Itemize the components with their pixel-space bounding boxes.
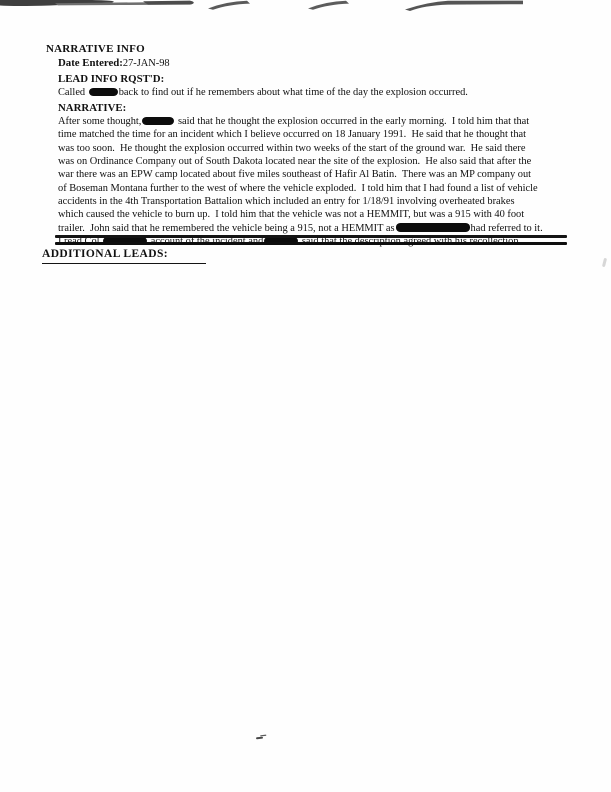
date-entered-label: Date Entered: <box>58 57 123 70</box>
narrative-line: of Boseman Montana further to the west of where the vehicle exploded. I told him that I had found a list of vehicle <box>58 182 538 194</box>
narrative-line: which caused the vehicle to burn up. I told him that the vehicle was not a HEMMIT, but was a 915 with 40 foot <box>58 209 525 221</box>
narrative-line: After some thought, said that he thought the explosion occurred in the early morning. I told him that that <box>58 116 530 128</box>
scan-artifact-top-edge <box>0 0 611 14</box>
date-entered-value: 27-JAN-98 <box>122 58 170 70</box>
divider-bottom-line <box>55 242 567 245</box>
scan-swoosh-2 <box>308 1 349 10</box>
scan-swoosh-1 <box>208 1 250 10</box>
narrative-line: war there was an EPW camp located about five miles southeast of Hafir Al Batin. There was an MP company out <box>58 169 532 181</box>
scan-artifact-bottom-squiggle <box>256 737 263 740</box>
document-body <box>46 42 576 248</box>
redaction-mark <box>142 117 174 126</box>
date-entered-field <box>58 56 576 71</box>
section-divider-double-rule <box>55 235 567 245</box>
scan-streak-left-dark-tip <box>143 1 194 5</box>
additional-leads-underline <box>42 263 206 265</box>
scan-artifact-right-margin <box>602 258 607 267</box>
section-header-narrative-info: NARRATIVE INFO <box>46 43 145 55</box>
additional-leads-header: ADDITIONAL LEADS: <box>42 248 168 260</box>
narrative-line: time matched the time for an incident which I believe occurred on 18 January 1991. He said that he thought that <box>58 129 527 141</box>
narrative-line: was on Ordinance Company out of South Dakota located near the site of the explosion. He also said that after the <box>58 156 532 168</box>
scan-swoosh-3 <box>405 1 523 11</box>
lead-info-rqstd-label: LEAD INFO RQST'D: <box>58 72 165 85</box>
narrative-line: accidents in the 4th Transportation Battalion which included an entry for 1/18/91 involving overheated brakes <box>58 196 515 208</box>
narrative-label: NARRATIVE: <box>58 101 127 114</box>
narrative-line: was too soon. He thought the explosion occurred within two weeks of the start of the ground war. He said there <box>58 142 526 154</box>
redaction-mark <box>89 88 118 97</box>
lead-info-text: Called back to find out if he remembers about what time of the day the explosion occurred. <box>58 87 468 99</box>
narrative-paragraph <box>58 115 576 248</box>
narrative-line: trailer. John said that he remembered the vehicle being a 915, not a HEMMIT as had referred to it. <box>58 222 543 234</box>
redaction-mark <box>396 223 470 232</box>
